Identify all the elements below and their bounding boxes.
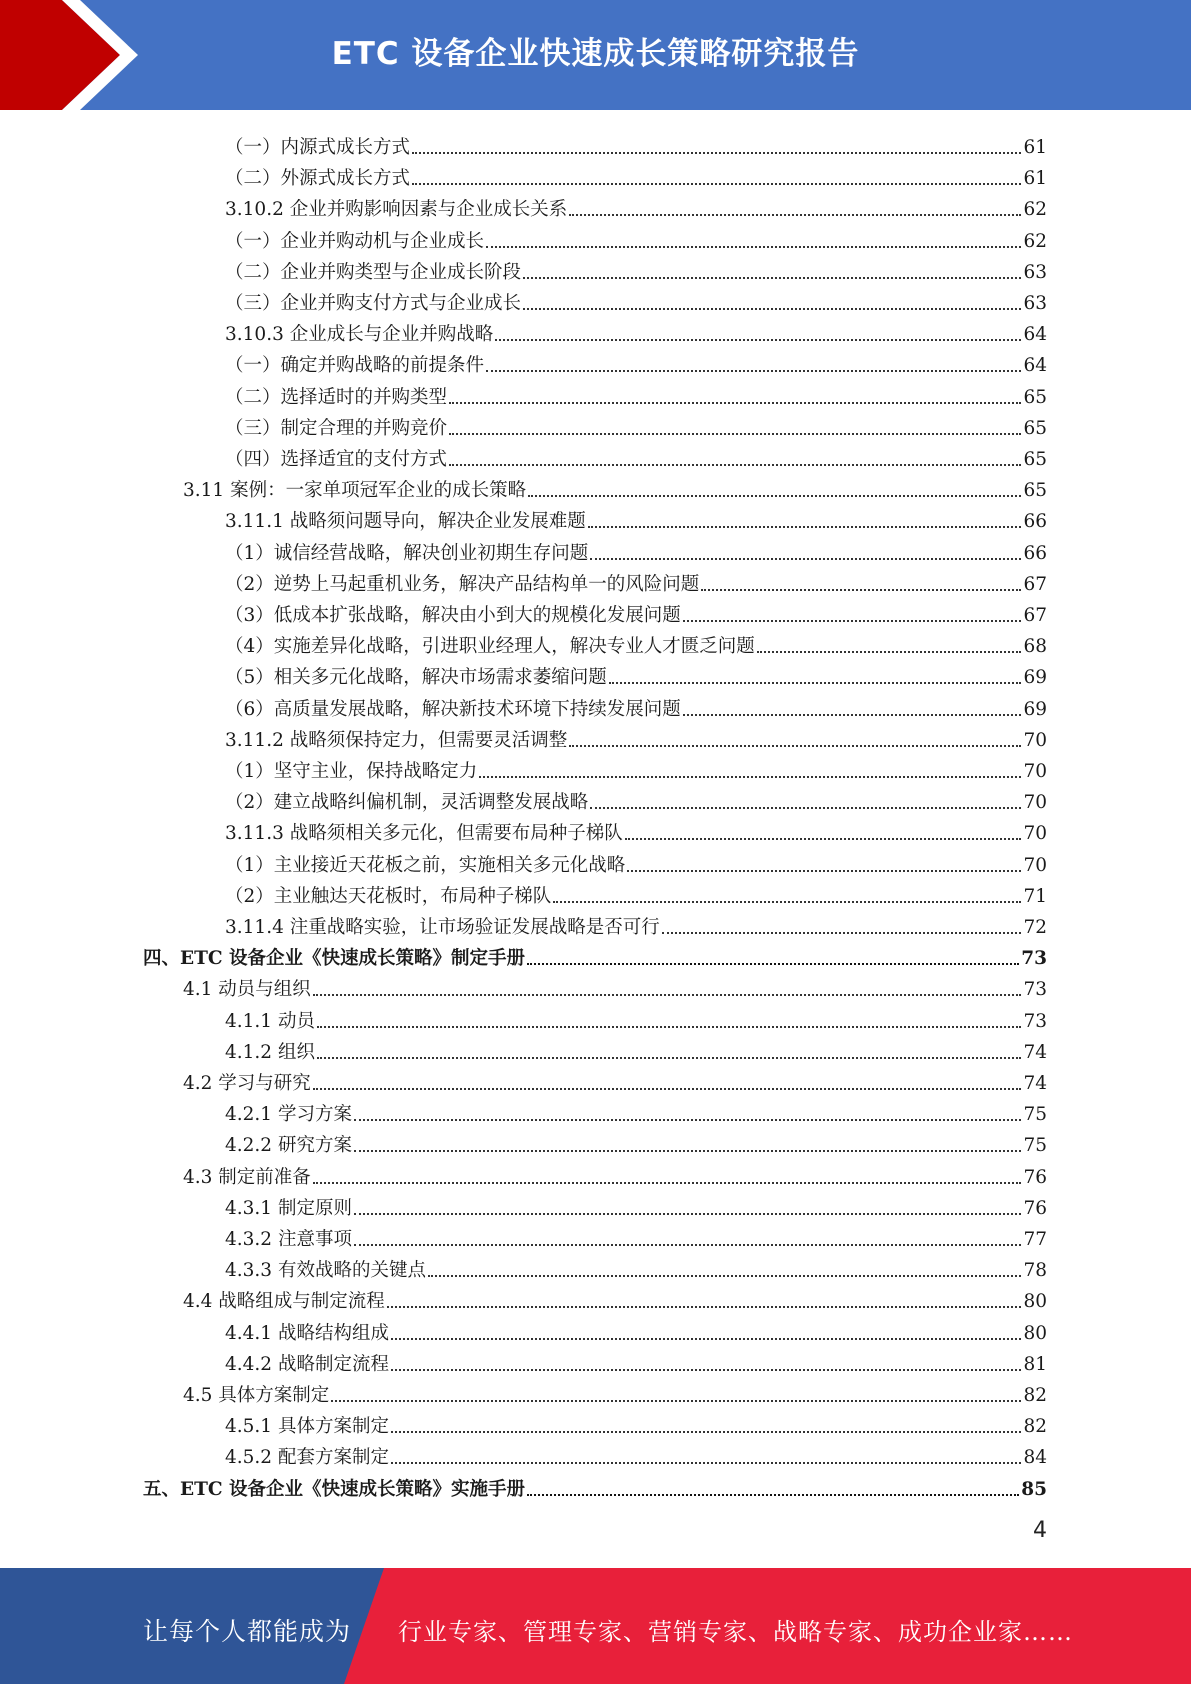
toc-entry-page-number: 71: [1023, 885, 1047, 907]
toc-entry-page-number: 70: [1023, 823, 1047, 845]
toc-entry[interactable]: [225, 877, 1047, 908]
toc-entry-label: （6）高质量发展战略，解决新技术环境下持续发展问题: [225, 698, 681, 720]
toc-entry[interactable]: [225, 1002, 1047, 1033]
toc-entry-label: （一）确定并购战略的前提条件: [225, 355, 485, 377]
toc-dot-leader: [527, 1493, 1019, 1496]
toc-dot-leader: [387, 1305, 1022, 1308]
toc-entry[interactable]: [225, 814, 1047, 845]
page-footer: [0, 1568, 1191, 1684]
toc-entry-page-number: 70: [1023, 854, 1047, 876]
toc-dot-leader: [449, 432, 1021, 435]
toc-entry[interactable]: [143, 1470, 1047, 1501]
toc-entry-label: 3.11 案例：一家单项冠军企业的成长策略: [183, 480, 527, 502]
toc-entry[interactable]: [225, 1407, 1047, 1438]
toc-entry[interactable]: [183, 1376, 1047, 1407]
toc-entry-label: （二）选择适时的并购类型: [225, 386, 448, 408]
toc-entry[interactable]: [225, 159, 1047, 190]
toc-entry[interactable]: [183, 471, 1047, 502]
toc-entry-page-number: 70: [1023, 729, 1047, 751]
toc-entry-page-number: 80: [1023, 1291, 1047, 1313]
toc-dot-leader: [569, 744, 1021, 747]
toc-entry-page-number: 74: [1023, 1041, 1047, 1063]
toc-entry-page-number: 62: [1023, 230, 1047, 252]
toc-entry-label: 3.11.1 战略须问题导向，解决企业发展难题: [225, 511, 586, 533]
toc-entry-label: 4.2 学习与研究: [183, 1073, 311, 1094]
toc-entry-page-number: 67: [1023, 573, 1047, 595]
toc-entry-label: 4.5.2 配套方案制定: [225, 1447, 389, 1469]
toc-entry-label: 3.11.3 战略须相关多元化，但需要布局种子梯队: [225, 823, 623, 845]
toc-entry-label: 3.11.4 注重战略实验，让市场验证发展战略是否可行: [225, 917, 660, 938]
toc-dot-leader: [313, 993, 1022, 996]
toc-dot-leader: [412, 182, 1021, 185]
toc-entry-page-number: 85: [1021, 1478, 1047, 1500]
toc-entry-label: （四）选择适宜的支付方式: [225, 449, 448, 470]
toc-entry-page-number: 73: [1023, 1010, 1047, 1032]
toc-entry-page-number: 77: [1023, 1229, 1047, 1250]
toc-dot-leader: [701, 588, 1021, 591]
toc-dot-leader: [569, 213, 1021, 216]
toc-entry[interactable]: [225, 627, 1047, 658]
toc-entry-page-number: 63: [1023, 261, 1047, 283]
toc-entry-page-number: 78: [1023, 1260, 1047, 1282]
toc-entry[interactable]: [225, 690, 1047, 721]
toc-dot-leader: [391, 1430, 1021, 1433]
toc-entry[interactable]: [225, 565, 1047, 596]
toc-entry[interactable]: [143, 939, 1047, 970]
toc-entry-page-number: 70: [1023, 761, 1047, 782]
toc-entry-label: （三）制定合理的并购竞价: [225, 417, 448, 439]
toc-dot-leader: [523, 276, 1021, 279]
toc-entry[interactable]: [225, 440, 1047, 471]
toc-dot-leader: [479, 775, 1021, 778]
toc-entry-page-number: 66: [1023, 542, 1047, 564]
toc-entry-label: 3.11.2 战略须保持定力，但需要灵活调整: [225, 729, 568, 751]
toc-entry-page-number: 70: [1023, 792, 1047, 814]
toc-entry-label: 4.5 具体方案制定: [183, 1385, 330, 1406]
toc-entry-page-number: 73: [1023, 979, 1047, 1001]
toc-entry[interactable]: [225, 346, 1047, 377]
toc-entry[interactable]: [183, 1064, 1047, 1095]
toc-dot-leader: [662, 931, 1022, 934]
toc-entry-page-number: 72: [1023, 917, 1047, 938]
toc-entry-label: 4.4 战略组成与制定流程: [183, 1291, 385, 1313]
toc-entry[interactable]: [225, 1189, 1047, 1220]
toc-dot-leader: [523, 307, 1021, 310]
toc-entry-label: （1）诚信经营战略，解决创业初期生存问题: [225, 542, 589, 564]
toc-entry[interactable]: [225, 128, 1047, 159]
toc-entry-label: （二）外源式成长方式: [225, 168, 411, 190]
toc-dot-leader: [428, 1274, 1021, 1277]
toc-entry-page-number: 73: [1021, 948, 1047, 970]
toc-entry-label: （三）企业并购支付方式与企业成长: [225, 293, 522, 314]
toc-entry-page-number: 65: [1023, 480, 1047, 502]
toc-dot-leader: [683, 619, 1022, 622]
toc-dot-leader: [449, 401, 1021, 404]
toc-entry-page-number: 76: [1023, 1166, 1047, 1188]
footer-slogan-right: 行业专家、管理专家、营销专家、战略专家、成功企业家……: [398, 1618, 1073, 1646]
toc-entry-page-number: 65: [1023, 417, 1047, 439]
toc-dot-leader: [331, 1399, 1021, 1402]
toc-dot-leader: [625, 837, 1022, 840]
toc-entry-label: 4.1.1 动员: [225, 1010, 315, 1032]
toc-entry-label: 3.10.2 企业并购影响因素与企业成长关系: [225, 199, 568, 221]
toc-entry-label: （2）逆势上马起重机业务，解决产品结构单一的风险问题: [225, 573, 700, 595]
toc-entry-label: （5）相关多元化战略，解决市场需求萎缩问题: [225, 667, 607, 689]
toc-entry-page-number: 61: [1023, 168, 1047, 190]
toc-dot-leader: [354, 1118, 1022, 1121]
toc-entry-page-number: 69: [1023, 698, 1047, 720]
toc-entry-label: （二）企业并购类型与企业成长阶段: [225, 261, 522, 283]
toc-entry[interactable]: [225, 1251, 1047, 1282]
toc-entry[interactable]: [183, 1282, 1047, 1313]
toc-entry-label: （一）内源式成长方式: [225, 137, 411, 158]
toc-entry-page-number: 80: [1023, 1322, 1047, 1344]
toc-dot-leader: [412, 151, 1021, 154]
toc-entry[interactable]: [225, 253, 1047, 284]
document-title: ETC 设备企业快速成长策略研究报告: [331, 36, 860, 72]
toc-dot-leader: [495, 338, 1021, 341]
toc-entry[interactable]: [225, 908, 1047, 939]
toc-dot-leader: [588, 525, 1022, 528]
toc-entry-page-number: 84: [1023, 1447, 1047, 1469]
toc-entry[interactable]: [225, 1345, 1047, 1376]
toc-entry[interactable]: [183, 1158, 1047, 1189]
toc-entry-label: （1）主业接近天花板之前，实施相关多元化战略: [225, 854, 626, 876]
toc-entry-page-number: 64: [1023, 355, 1047, 377]
toc-entry[interactable]: [225, 502, 1047, 533]
toc-entry-page-number: 75: [1023, 1135, 1047, 1157]
toc-entry[interactable]: [225, 534, 1047, 565]
toc-entry-label: （3）低成本扩张战略，解决由小到大的规模化发展问题: [225, 605, 681, 626]
toc-entry[interactable]: [225, 658, 1047, 689]
page-header: [0, 0, 1191, 110]
toc-dot-leader: [486, 369, 1021, 372]
toc-entry-label: （4）实施差异化战略，引进职业经理人，解决专业人才匮乏问题: [225, 636, 755, 658]
toc-entry[interactable]: [225, 409, 1047, 440]
toc-entry-page-number: 62: [1023, 199, 1047, 221]
toc-dot-leader: [354, 1149, 1022, 1152]
toc-entry-page-number: 66: [1023, 511, 1047, 533]
toc-entry[interactable]: [225, 596, 1047, 627]
toc-entry-label: 4.2.1 学习方案: [225, 1104, 352, 1126]
toc-entry-page-number: 61: [1023, 137, 1047, 158]
toc-entry-label: 4.1 动员与组织: [183, 979, 311, 1001]
toc-entry-page-number: 64: [1023, 324, 1047, 346]
toc-entry-label: 4.3.3 有效战略的关键点: [225, 1260, 426, 1282]
toc-dot-leader: [627, 869, 1021, 872]
toc-entry-page-number: 65: [1023, 449, 1047, 470]
toc-entry-label: 四、ETC 设备企业《快速成长策略》制定手册: [143, 948, 526, 970]
toc-entry-page-number: 67: [1023, 605, 1047, 626]
toc-entry-label: 3.10.3 企业成长与企业并购战略: [225, 324, 494, 346]
toc-entry[interactable]: [225, 721, 1047, 752]
toc-entry-page-number: 81: [1023, 1353, 1047, 1375]
toc-entry-page-number: 65: [1023, 386, 1047, 408]
toc-dot-leader: [609, 681, 1022, 684]
toc-dot-leader: [317, 1056, 1022, 1059]
toc-dot-leader: [590, 557, 1021, 560]
toc-dot-leader: [683, 713, 1022, 716]
toc-entry[interactable]: [225, 846, 1047, 877]
toc-dot-leader: [391, 1337, 1021, 1340]
toc-entry-label: （1）坚守主业，保持战略定力: [225, 761, 478, 782]
toc-dot-leader: [590, 806, 1021, 809]
toc-entry[interactable]: [225, 222, 1047, 253]
toc-entry-page-number: 63: [1023, 293, 1047, 314]
toc-entry-label: 4.4.2 战略制定流程: [225, 1353, 389, 1375]
toc-entry[interactable]: [225, 1126, 1047, 1157]
toc-entry[interactable]: [225, 284, 1047, 315]
toc-dot-leader: [449, 463, 1021, 466]
toc-dot-leader: [528, 494, 1021, 497]
page-number: 4: [1033, 1518, 1047, 1543]
toc-entry[interactable]: [225, 783, 1047, 814]
toc-entry[interactable]: [225, 315, 1047, 346]
toc-dot-leader: [391, 1461, 1021, 1464]
toc-dot-leader: [313, 1087, 1022, 1090]
toc-entry-label: 4.5.1 具体方案制定: [225, 1416, 389, 1438]
toc-entry[interactable]: [225, 1033, 1047, 1064]
toc-entry[interactable]: [225, 1438, 1047, 1469]
toc-entry-label: （2）主业触达天花板时，布局种子梯队: [225, 885, 552, 907]
toc-entry-label: 4.3 制定前准备: [183, 1166, 311, 1188]
toc-dot-leader: [486, 245, 1021, 248]
toc-entry-page-number: 69: [1023, 667, 1047, 689]
footer-slogan-left: 让每个人都能成为: [143, 1617, 352, 1646]
toc-entry[interactable]: [225, 1220, 1047, 1251]
toc-entry-label: 4.2.2 研究方案: [225, 1135, 352, 1157]
toc-entry-label: （一）企业并购动机与企业成长: [225, 230, 485, 252]
toc-entry-label: 4.4.1 战略结构组成: [225, 1322, 389, 1344]
toc-entry-label: 4.3.2 注意事项: [225, 1229, 352, 1250]
toc-dot-leader: [313, 1181, 1022, 1184]
toc-entry[interactable]: [225, 1095, 1047, 1126]
toc-dot-leader: [317, 1025, 1022, 1028]
toc-entry-label: 4.3.1 制定原则: [225, 1197, 352, 1219]
toc-entry-page-number: 82: [1023, 1416, 1047, 1438]
toc-entry-label: （2）建立战略纠偏机制，灵活调整发展战略: [225, 792, 589, 814]
toc-entry[interactable]: [225, 752, 1047, 783]
toc-entry-page-number: 68: [1023, 636, 1047, 658]
toc-dot-leader: [757, 650, 1022, 653]
toc-entry[interactable]: [225, 378, 1047, 409]
toc-entry-label: 4.1.2 组织: [225, 1041, 315, 1063]
toc-entry-page-number: 75: [1023, 1104, 1047, 1126]
toc-entry[interactable]: [225, 1314, 1047, 1345]
toc-entry[interactable]: [183, 970, 1047, 1001]
toc-dot-leader: [527, 962, 1019, 965]
toc-entry-page-number: 76: [1023, 1197, 1047, 1219]
toc-entry[interactable]: [225, 190, 1047, 221]
toc-dot-leader: [354, 1212, 1022, 1215]
toc-dot-leader: [354, 1243, 1022, 1246]
toc-entry-page-number: 74: [1023, 1073, 1047, 1094]
toc-entry-label: 五、ETC 设备企业《快速成长策略》实施手册: [143, 1478, 526, 1500]
toc-dot-leader: [391, 1368, 1021, 1371]
toc-entry-page-number: 82: [1023, 1385, 1047, 1406]
toc-dot-leader: [553, 900, 1021, 903]
